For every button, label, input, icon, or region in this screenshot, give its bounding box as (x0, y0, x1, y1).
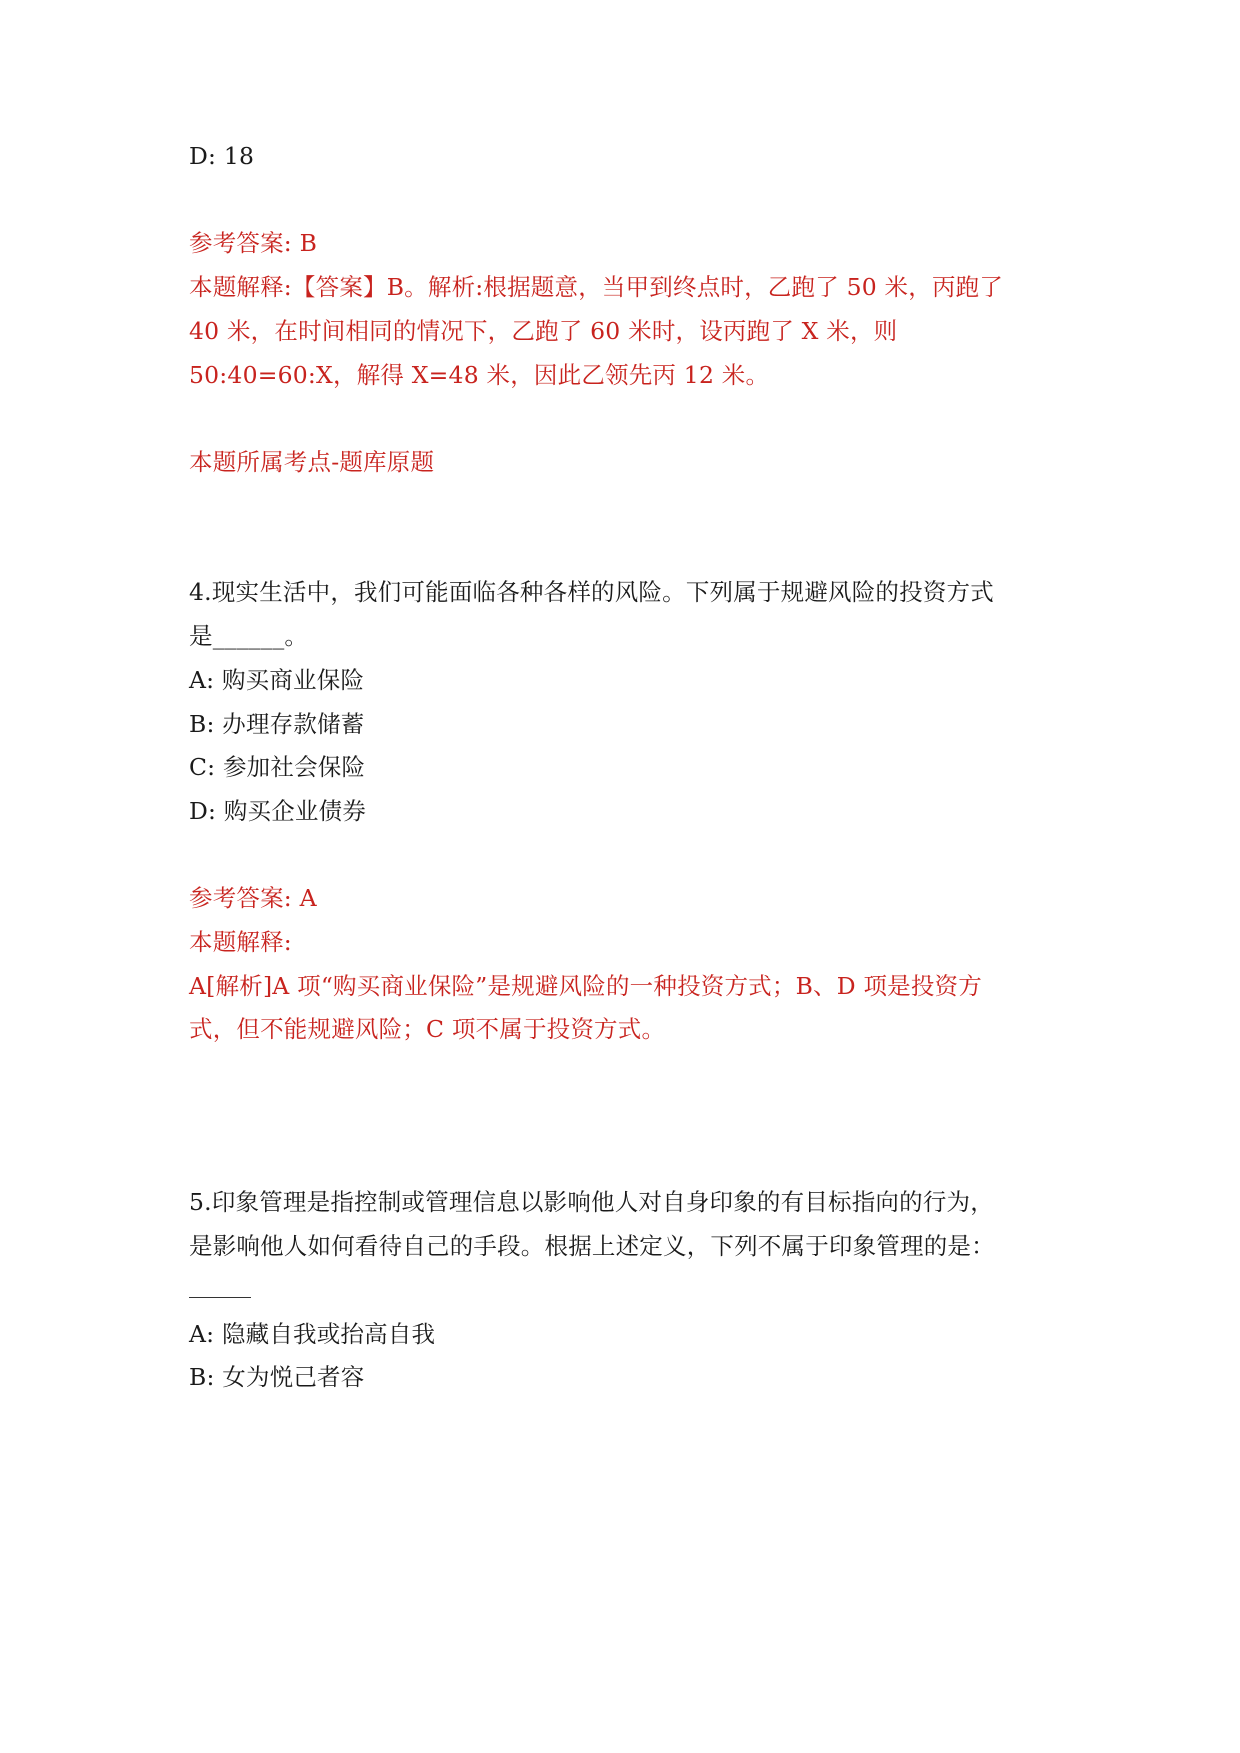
q4-question-line-1: 4.现实生活中，我们可能面临各种各样的风险。下列属于规避风险的投资方式 (189, 578, 994, 606)
q4-explanation-line-1: A[解析]A 项“购买商业保险”是规避风险的一种投资方式；B、D 项是投资方 (189, 972, 982, 1000)
q5-answer-blank (189, 1297, 251, 1298)
q5-option-a: A: 隐藏自我或抬高自我 (189, 1320, 436, 1348)
q4-option-d: D: 购买企业债券 (189, 797, 367, 825)
q3-explanation-line-2: 40 米，在时间相同的情况下，乙跑了 60 米时，设丙跑了 X 米，则 (189, 317, 898, 345)
q3-answer: 参考答案: B (189, 229, 318, 257)
q4-option-c: C: 参加社会保险 (189, 753, 366, 781)
q3-explanation-line-3: 50:40=60:X，解得 X=48 米，因此乙领先丙 12 米。 (189, 361, 770, 389)
q3-topic: 本题所属考点-题库原题 (189, 448, 435, 476)
q4-explanation-line-2: 式，但不能规避风险；C 项不属于投资方式。 (189, 1015, 666, 1043)
q4-option-a: A: 购买商业保险 (189, 666, 365, 694)
q3-explanation-line-1: 本题解释:【答案】B。解析:根据题意，当甲到终点时，乙跑了 50 米，丙跑了 (189, 273, 1004, 301)
q5-question-line-2: 是影响他人如何看待自己的手段。根据上述定义，下列不属于印象管理的是： (189, 1232, 995, 1260)
q3-option-d: D: 18 (189, 142, 255, 170)
q4-option-b: B: 办理存款储蓄 (189, 710, 365, 738)
q5-question-line-1: 5.印象管理是指控制或管理信息以影响他人对自身印象的有目标指向的行为， (189, 1188, 994, 1216)
q5-option-b: B: 女为悦己者容 (189, 1363, 365, 1391)
q4-explanation-label: 本题解释: (189, 928, 292, 956)
q4-answer: 参考答案: A (189, 884, 317, 912)
q4-question-line-2: 是______。 (189, 622, 309, 650)
